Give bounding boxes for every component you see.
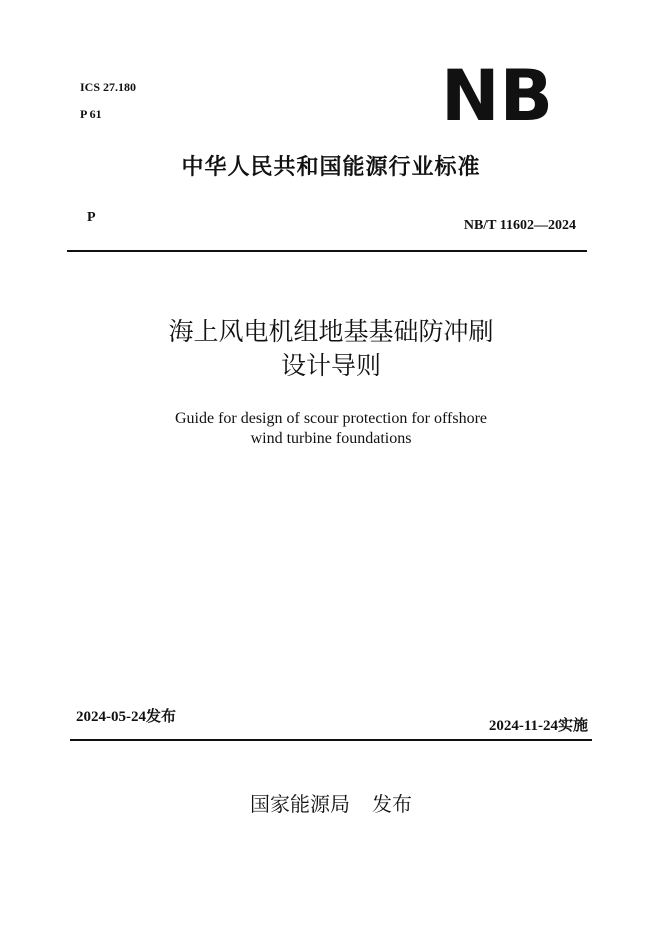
nb-logo-text: NB — [441, 66, 553, 124]
top-divider — [67, 250, 587, 252]
implementation-date: 2024-11-24实施 — [488, 718, 588, 734]
chinese-title — [0, 316, 662, 384]
publisher-action: 发布 — [372, 792, 412, 816]
chinese-title-line-1: 海上风电机组地基基础防冲刷 — [168, 319, 494, 346]
standard-type-heading: 中华人民共和国能源行业标准 — [181, 155, 481, 180]
bottom-divider — [70, 739, 592, 741]
english-title — [0, 409, 662, 449]
publisher-name: 国家能源局 — [250, 792, 350, 816]
nb-logo — [441, 66, 553, 124]
english-title-line-1: Guide for design of scour protection for offshore — [174, 410, 488, 427]
chinese-title-line-2: 设计导则 — [280, 353, 381, 380]
ics-code: ICS 27.180 — [80, 80, 137, 94]
issue-date: 2024-05-24发布 — [76, 709, 176, 725]
publisher-line — [0, 788, 662, 817]
standard-number: NB/T 11602—2024 — [463, 218, 576, 233]
english-title-line-2: wind turbine foundations — [250, 430, 412, 447]
p-code: P 61 — [80, 107, 102, 121]
classification-code: P — [87, 210, 96, 225]
